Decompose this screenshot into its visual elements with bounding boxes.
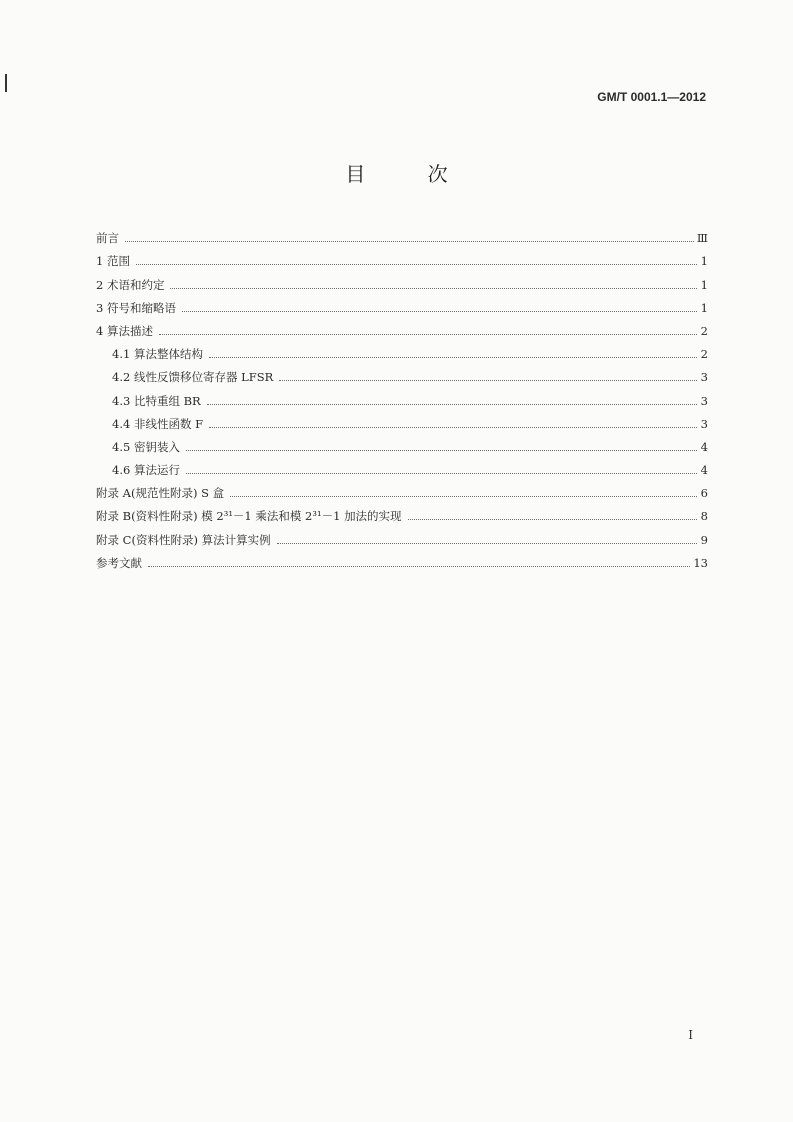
toc-entry[interactable] [96, 245, 708, 268]
table-of-contents [96, 222, 708, 570]
toc-entry[interactable] [96, 222, 708, 245]
dot-leader [170, 288, 697, 289]
toc-entry[interactable] [96, 431, 708, 454]
toc-entry[interactable] [96, 500, 708, 523]
toc-entry[interactable] [96, 454, 708, 477]
toc-entry-label: 前言 [96, 231, 119, 246]
toc-entry-page: Ⅲ [696, 231, 708, 246]
toc-entry[interactable] [96, 384, 708, 407]
toc-entry-page: 8 [700, 509, 708, 524]
toc-entry-label: 附录 C(资料性附录) 算法计算实例 [96, 532, 271, 547]
toc-entry-page: 6 [700, 486, 708, 501]
dot-leader [136, 264, 697, 265]
toc-entry[interactable] [96, 268, 708, 291]
toc-entry-page: 3 [700, 370, 708, 385]
toc-entry-label: 1 范围 [96, 254, 130, 269]
toc-entry[interactable] [96, 292, 708, 315]
dot-leader [182, 311, 697, 312]
toc-entry-label: 4.3 比特重组 BR [112, 393, 201, 408]
toc-entry-page: 3 [700, 393, 708, 408]
toc-entry-label: 附录 A(规范性附录) S 盒 [96, 486, 225, 501]
dot-leader [207, 404, 697, 405]
toc-entry-label: 3 符号和缩略语 [96, 300, 176, 315]
toc-entry-page: 9 [700, 532, 708, 547]
toc-entry-label: 4 算法描述 [96, 323, 153, 338]
dot-leader [209, 427, 697, 428]
page-number: I [688, 1028, 693, 1042]
toc-entry-page: 4 [700, 439, 708, 454]
toc-title: 目 次 [345, 162, 476, 186]
dot-leader [186, 450, 697, 451]
toc-entry-page: 4 [700, 463, 708, 478]
toc-entry-label: 附录 B(资料性附录) 模 2³¹－1 乘法和模 2³¹－1 加法的实现 [96, 509, 402, 524]
dot-leader [125, 241, 694, 242]
toc-entry-label: 4.6 算法运行 [112, 463, 180, 478]
dot-leader [209, 357, 697, 358]
toc-entry-label: 4.2 线性反馈移位寄存器 LFSR [112, 370, 274, 385]
toc-entry[interactable] [96, 547, 708, 570]
toc-entry-page: 1 [700, 277, 708, 292]
toc-entry[interactable] [96, 477, 708, 500]
toc-entry-label: 2 术语和约定 [96, 277, 165, 292]
dot-leader [408, 519, 697, 520]
toc-entry-page: 1 [700, 254, 708, 269]
toc-entry[interactable] [96, 361, 708, 384]
document-code: GM/T 0001.1—2012 [597, 90, 706, 104]
scan-edge-mark [5, 74, 7, 92]
dot-leader [186, 473, 697, 474]
toc-entry-label: 4.4 非线性函数 F [112, 416, 204, 431]
toc-entry-label: 4.5 密钥装入 [112, 439, 180, 454]
toc-entry[interactable] [96, 315, 708, 338]
toc-entry-label: 4.1 算法整体结构 [112, 347, 203, 362]
toc-entry-page: 2 [700, 347, 708, 362]
dot-leader [279, 380, 697, 381]
toc-entry-page: 13 [693, 555, 708, 570]
dot-leader [159, 334, 697, 335]
toc-entry-page: 3 [700, 416, 708, 431]
dot-leader [148, 566, 690, 567]
toc-entry-page: 1 [700, 300, 708, 315]
dot-leader [277, 543, 697, 544]
toc-entry[interactable] [96, 408, 708, 431]
dot-leader [230, 496, 697, 497]
toc-entry[interactable] [96, 338, 708, 361]
toc-entry-page: 2 [700, 323, 708, 338]
toc-entry-label: 参考文献 [96, 555, 142, 570]
toc-entry[interactable] [96, 523, 708, 546]
